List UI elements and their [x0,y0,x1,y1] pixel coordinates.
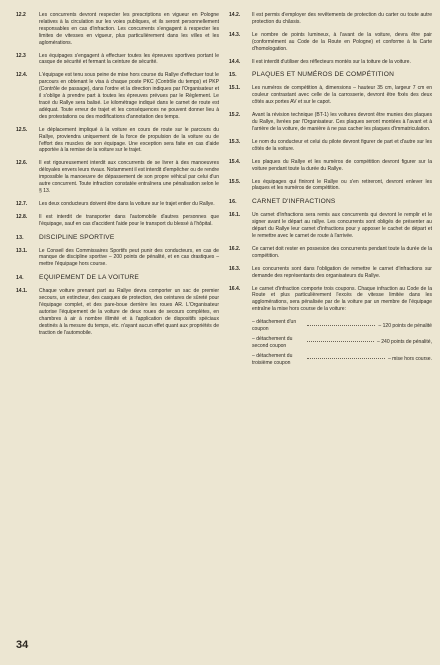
article-text: Le nom du conducteur et celui du pilote devront figurer de part et d'autre sur les côtés de la voiture. [252,138,432,152]
article-12-8 [16,214,219,228]
article-number: 16.2. [229,245,241,252]
section-number: 16. [229,199,237,206]
penalty-value: – mise hors course. [387,356,432,363]
article-12-5 [16,127,219,155]
article-text: Le déplacement impliqué à la voiture en cours de route sur le parcours du Rallye, proviendra uniquement de la force de propulsion de la voiture ou de l'effort des muscles de son équipage. Une exception sera faite en cas d'aide apportée à la remise de la voiture sur le trajet. [39,126,219,154]
article-12-3 [16,53,219,67]
article-number: 12.3 [16,52,26,59]
right-column [229,12,432,370]
article-12-6 [16,160,219,195]
article-number: 15.1. [229,85,241,92]
section-13-heading [16,234,219,242]
article-number: 15.4. [229,158,241,165]
article-14-4 [229,59,432,66]
article-number: 16.4. [229,285,241,292]
dot-leader [307,358,385,359]
article-text: Les équipages s'engagent à effectuer toutes les épreuves sportives portant le casque de sécurité et fermant la ceinture de sécurité. [39,52,219,66]
article-text: L'équipage est tenu sous peine de mise hors course du Rallye d'effectuer tout le parcours en obtenant le visa à chaque poste PKC (Contrôle du temps) et PKP (Contrôle de passage), dans l'ordre et la direction indiques par l'Organisateur et il s'oblige à prendre part à toutes les épreuves prévues par le Règlement. Le tracé du Rallye sera balisé. Le kilométrage indiqué dans le carnet de route est adéquat. Toute erreur de trajet et les conséquences ne pouvent donner lieu à des protestations ou des modifications d'annotation des temps. [39,72,219,120]
section-number: 15. [229,72,237,79]
article-14-1 [16,288,219,336]
article-15-2 [229,112,432,133]
article-text: Le Conseil des Commissaires Sportifs peut punir des conducteurs, en cas de manque de discipline sportive – 200 points de pénalité, et en cas drastiques – mettre l'équipage hors course. [39,247,219,268]
dot-leader [307,325,375,326]
article-number: 12.6. [16,160,28,167]
article-12-4 [16,72,219,120]
penalty-value: – 240 points de pénalité, [377,339,432,346]
article-number: 12.8. [16,213,28,220]
article-text: Les plaques du Rallye et les numéros de compétition devront figurer sur la voiture pendant toute la durée du Rallye. [252,158,432,172]
penalty-row [252,319,432,333]
article-number: 14.2. [229,12,241,18]
page-number: 34 [16,639,29,651]
penalty-row [252,336,432,350]
article-number: 14.4. [229,58,241,65]
article-number: 15.3. [229,138,241,145]
article-13-1 [16,248,219,269]
article-15-4 [229,159,432,173]
article-14-3 [229,32,432,53]
section-number: 13. [16,234,24,241]
article-16-1 [229,212,432,240]
article-number: 16.3. [229,265,241,272]
article-number: 15.5. [229,178,241,185]
article-text: Les concurrents sont dans l'obligation de remettre le carnet d'infractions sur demande des représentants des organisateurs du Rallye. [252,265,432,279]
article-text: Les équipages qui finiront le Rallye ou s'en retireront, devront enlever les plaques et les numéros de compétition. [252,178,432,192]
article-text: Le nombre de points lumineux, à l'avant de la voiture, devra être pair (conformément au Code de la Route en Pologne) et conforme à la Carte d'homologation. [252,31,432,52]
article-text: Il est rigoureusement interdit aux concurrents de se livrer à des manoeuvres déloyales envers leurs rivaux. Notamment il est interdit d'empêcher ou de rendre impossible la manoeuvre de dépassement de son propre véhicul par celui d'un autre concurrent. Toute infraction constatée entraînera une pénalisation selon le § 13. [39,160,219,194]
article-text: Avant la révision technique (BT-1) les voitures devront être munies des plaques du Rallye, livrées par l'Organisateur. Ces plaques seront montées à l'avant et à l'arrière de la voiture, de manière à ne pas cacher les plaques d'immatriculation. [252,112,432,132]
left-column [16,12,219,343]
section-number: 14. [16,275,24,282]
section-title: EQUIPEMENT DE LA VOITURE [39,274,139,282]
penalty-label: – détachement du troisième coupon [252,352,293,366]
penalty-row [252,353,432,367]
article-16-2 [229,246,432,260]
section-title: PLAQUES ET NUMÉROS DE COMPÉTITION [252,71,395,79]
article-16-3 [229,266,432,280]
article-number: 12.7. [16,200,28,207]
article-text: Il est permis d'employer des revêtements de protection du carter ou toute autre protection du châssis. [252,12,432,25]
article-text: Il est interdit d'utiliser des réflecteurs montés sur la toiture de la voiture. [252,58,411,65]
article-number: 13.1. [16,247,28,254]
article-number: 12.5. [16,126,28,133]
dot-leader [307,341,374,342]
penalty-label: – détachement d'un coupon [252,319,297,333]
article-number: 15.2. [229,112,241,119]
article-14-2 [229,12,432,26]
article-text: Les concurrents devront respecter les prescriptions en vigueur en Pologne relatives à la circulation sur les voies publiques, et ils seront personnellement responsables en cas d'infraction. Les concurrents s'engagent à respecter les limites de vitesses en vigueur, plus particulièrement dans les villes et les aglomérations. [39,12,219,46]
article-number: 14.3. [229,31,241,38]
article-number: 14.1. [16,288,28,295]
penalty-value: – 120 points de pénalité [378,322,432,329]
article-number: 16.1. [229,212,241,219]
article-12-7 [16,201,219,208]
article-text: Il est interdit de transporter dans l'automobile d'autres personnes que l'équipage, sauf en cas d'accident l'aide pour le transport du blessé à l'hôpital. [39,213,219,227]
article-text: Le carnet d'infraction comporte trois coupons. Chaque infraction au Code de la Route et plus particulièrement l'excès de vitesse limitée dans les agglomérations, sera pénalisée par de la voiture par un membre de l'équipage entraîne la mise hors course de la voiture: [252,285,432,313]
article-15-5 [229,179,432,193]
article-15-3 [229,139,432,153]
article-12-2 [16,12,219,47]
section-16-heading [229,198,432,206]
article-16-4 [229,286,432,314]
article-text: Les deux conducteurs doivent être dans la voiture sur le trajet entier du Rallye. [39,200,215,207]
article-text: Chaque voiture prenant part au Rallye devra comporter un sac de premier secours, un extincteur, des casques de protection, des ceintures de sûreté pour l'équipage complet, et des pare-boue derrière les roues AR. L'Organisateur autorise l'équipement de la voiture de deux roues de secours complètes, en chambres à air à nombre illimité et à l'application de dispositifs spéciaux destinés à la mesure du temps, etc. n'ayant aucun effet quant aux propriétés de traction de l'automobile. [39,288,219,336]
section-14-heading [16,274,219,282]
section-title: CARNET D'INFRACTIONS [252,198,336,206]
article-15-1 [229,85,432,106]
article-number: 12.2 [16,12,26,18]
article-text: Ce carnet doit rester en possesion des concurrents pendant toute la durée de la compétition. [252,245,432,259]
article-number: 12.4. [16,72,28,79]
section-title: DISCIPLINE SPORTIVE [39,233,115,241]
penalty-label: – détachement du second coupon [252,336,293,349]
article-text: Un carnet d'infractions sera remis aux concurrents qui devront le remplir et le signer avant le départ au rallye. Les concurrents sont obligés de présenter au départ du Rallye leur carnet d'infractions pour y apposer le cachet de départ et le remettre avec le carnet de route à l'arrivée. [252,212,432,240]
article-text: Les numéros de compétition à, dimensions – hauteur 35 cm, largeur 7 cm en couleur contrastant avec celle de la carrosserie, devront être fixés des deux côtés aux portes AV et sur le capot. [252,85,432,106]
section-15-heading [229,71,432,79]
